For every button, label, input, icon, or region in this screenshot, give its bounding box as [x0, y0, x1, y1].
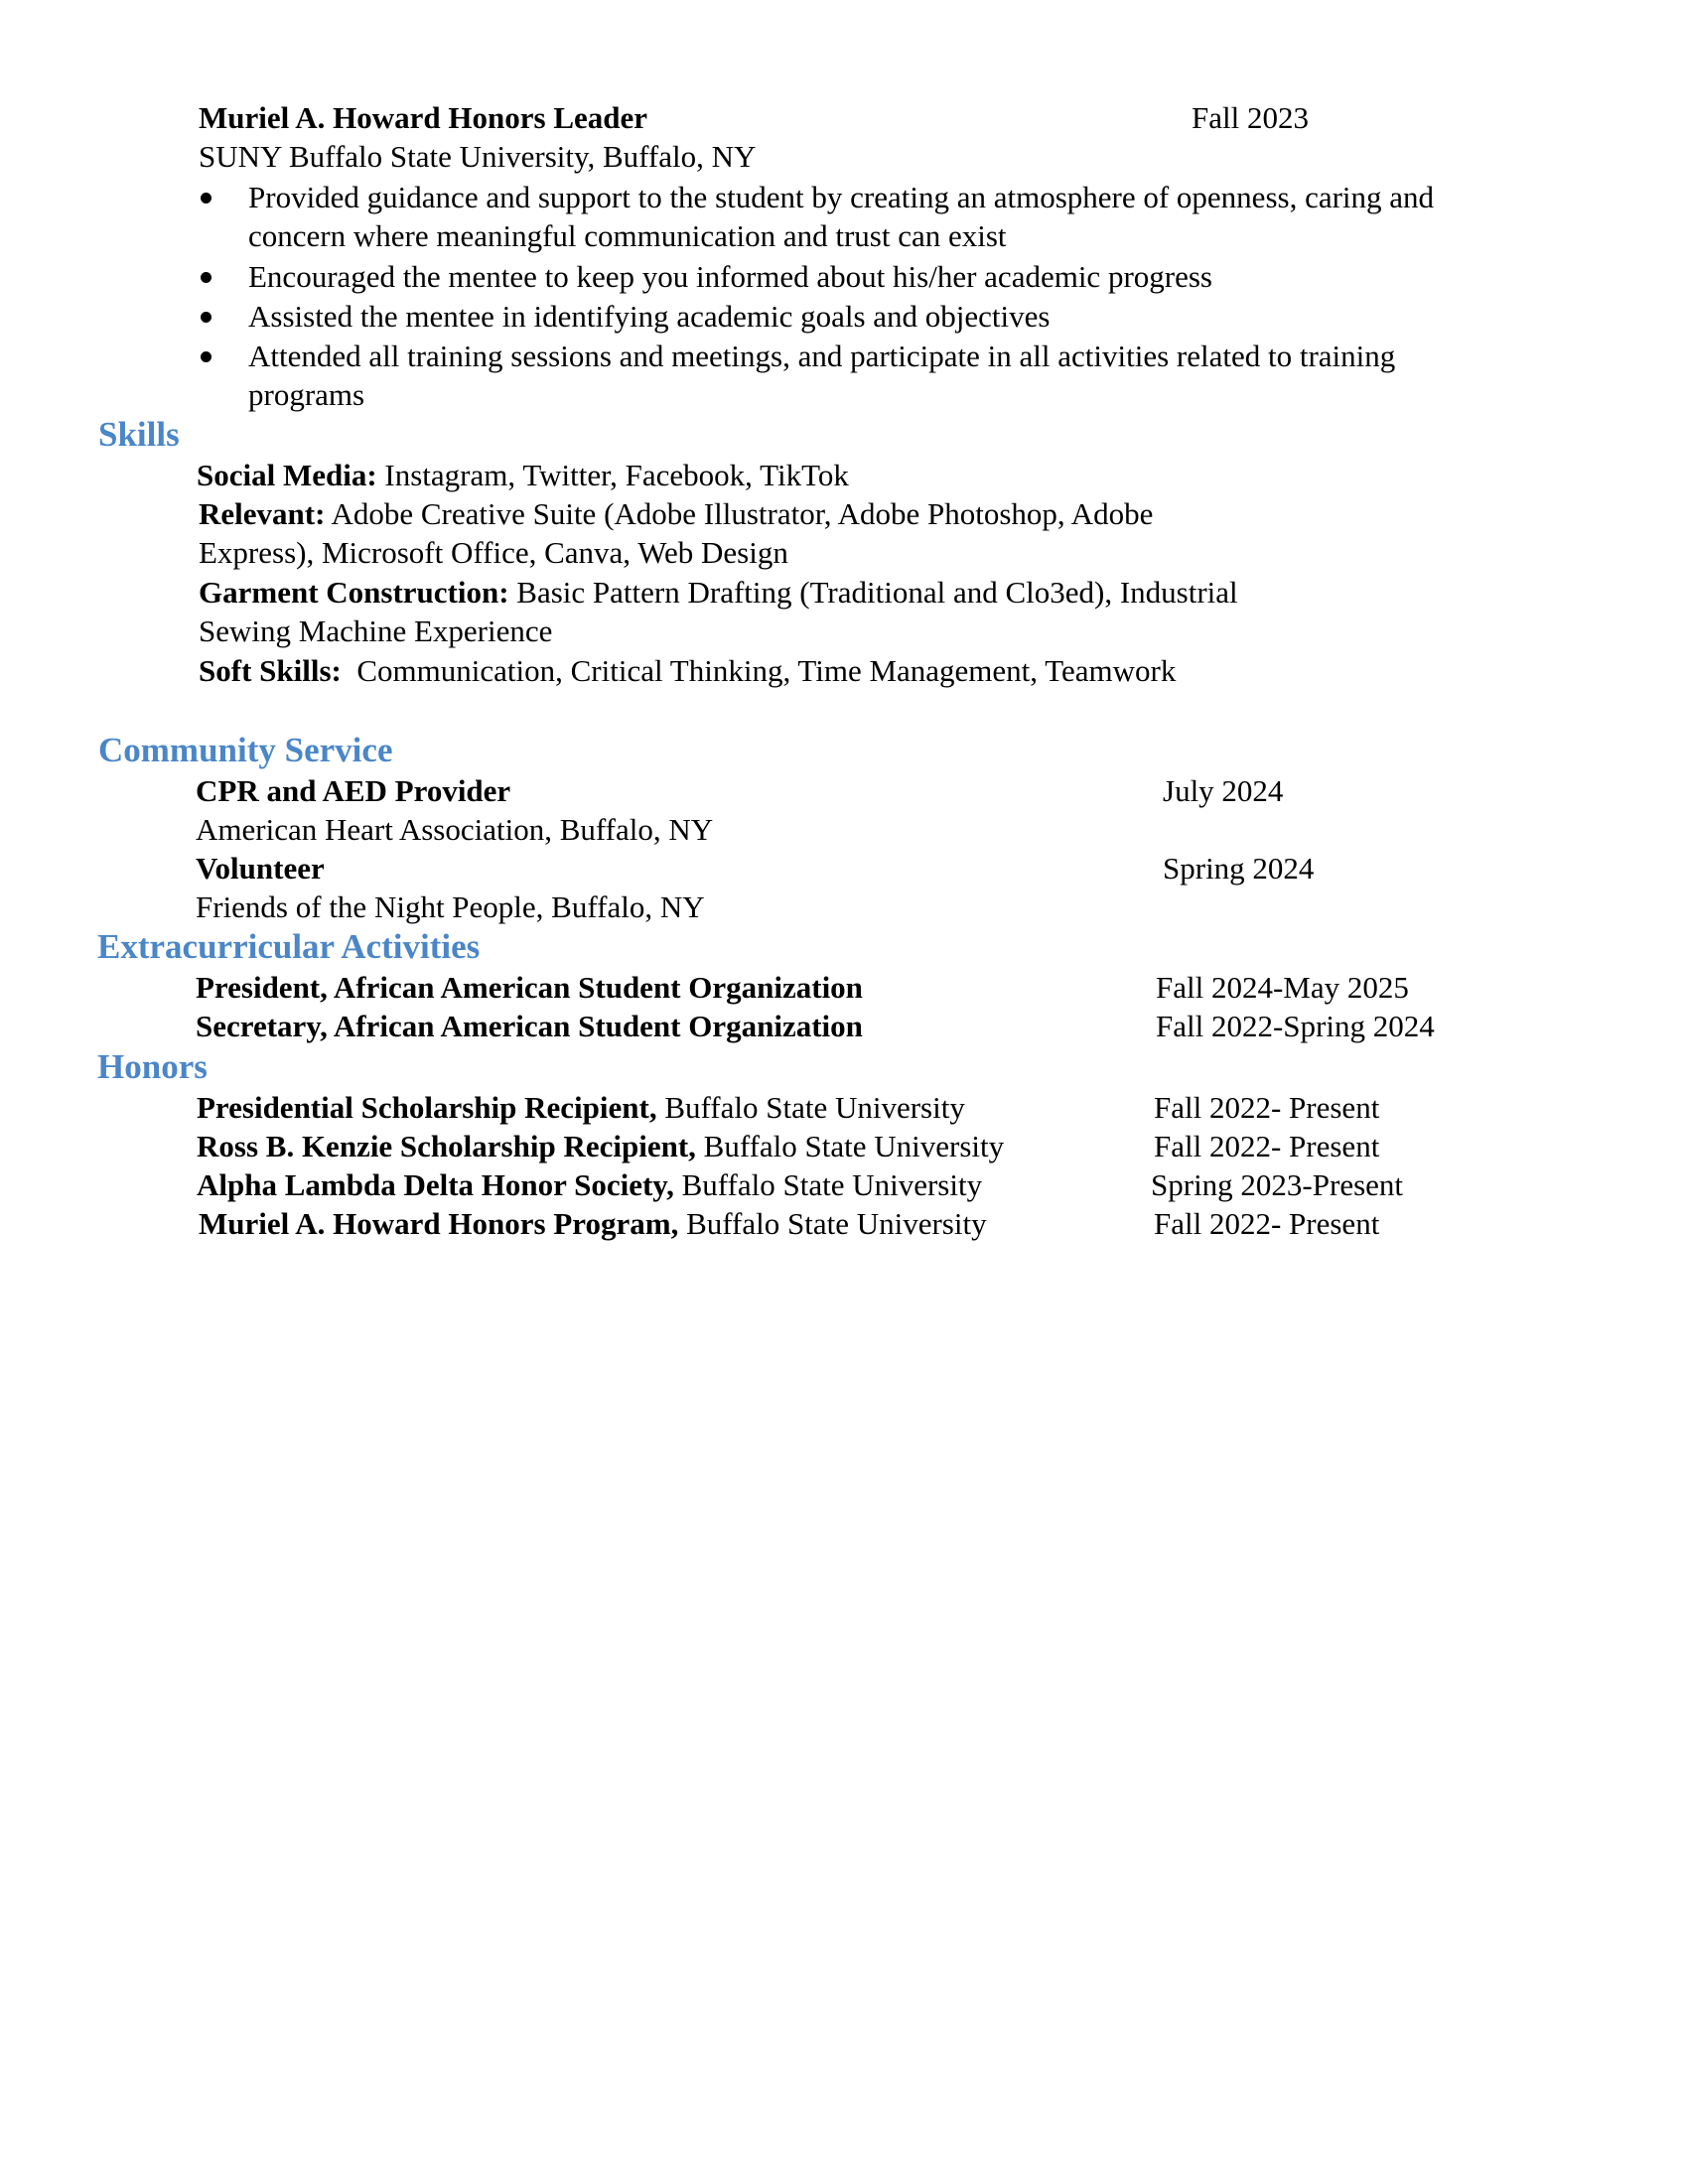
experience-title: Muriel A. Howard Honors Leader	[199, 100, 648, 135]
honor-org: Buffalo State University	[656, 1090, 965, 1125]
skills-garment	[199, 573, 1238, 613]
community-item-date: July 2024	[1163, 773, 1284, 808]
honor-org: Buffalo State University	[695, 1129, 1005, 1163]
bullet-icon	[201, 272, 211, 283]
extracurricular-item-title: President, African American Student Organization	[196, 970, 863, 1005]
community-item-title: Volunteer	[196, 851, 325, 886]
extracurricular-item-date: Fall 2024-May 2025	[1156, 970, 1409, 1005]
skill-value: Adobe Creative Suite (Adobe Illustrator, Adobe Photoshop, Adobe	[325, 496, 1154, 531]
bullet-icon	[201, 351, 211, 362]
extracurricular-item-date: Fall 2022-Spring 2024	[1156, 1009, 1435, 1043]
bullet-icon	[201, 312, 211, 323]
honor-date: Spring 2023-Present	[1151, 1167, 1404, 1202]
extracurricular-heading: Extracurricular Activities	[97, 927, 481, 966]
honor-org: Buffalo State University	[678, 1206, 987, 1241]
community-heading: Community Service	[98, 731, 393, 769]
honor-title: Presidential Scholarship Recipient,	[197, 1090, 657, 1125]
skill-label: Relevant:	[199, 496, 326, 531]
skill-label: Garment Construction:	[199, 575, 509, 610]
honors-item	[199, 1204, 987, 1244]
bullet-line: Attended all training sessions and meetings, and participate in all activities related to training	[248, 339, 1396, 373]
honor-date: Fall 2022- Present	[1154, 1206, 1380, 1241]
bullet-line: programs	[248, 377, 365, 412]
bullet-line: Provided guidance and support to the student by creating an atmosphere of openness, caring and	[248, 180, 1435, 214]
skill-value: Instagram, Twitter, Facebook, TikTok	[376, 458, 849, 492]
experience-org: SUNY Buffalo State University, Buffalo, NY	[199, 139, 757, 174]
skills-social-media	[197, 456, 849, 495]
community-item-org: Friends of the Night People, Buffalo, NY	[196, 889, 705, 924]
bullet-line: Assisted the mentee in identifying academic goals and objectives	[248, 299, 1051, 334]
skills-relevant	[199, 494, 1153, 534]
bullet-icon	[201, 193, 211, 204]
honor-title: Muriel A. Howard Honors Program,	[199, 1206, 679, 1241]
skill-label: Social Media:	[197, 458, 377, 492]
community-item-org: American Heart Association, Buffalo, NY	[196, 812, 714, 847]
honor-title: Alpha Lambda Delta Honor Society,	[197, 1167, 674, 1202]
skills-soft	[199, 651, 1176, 691]
skill-value: Basic Pattern Drafting (Traditional and Clo3ed), Industrial	[508, 575, 1238, 610]
honors-item	[197, 1165, 982, 1205]
extracurricular-item-title: Secretary, African American Student Organization	[196, 1009, 863, 1043]
honor-title: Ross B. Kenzie Scholarship Recipient,	[197, 1129, 696, 1163]
honor-date: Fall 2022- Present	[1154, 1090, 1380, 1125]
bullet-line: concern where meaningful communication and trust can exist	[248, 218, 1007, 253]
community-item-date: Spring 2024	[1163, 851, 1315, 886]
skills-heading: Skills	[98, 415, 180, 454]
skill-label: Soft Skills:	[199, 653, 342, 688]
experience-date: Fall 2023	[1192, 100, 1309, 135]
skills-relevant-cont: Express), Microsoft Office, Canva, Web Design	[199, 535, 788, 570]
skills-garment-cont: Sewing Machine Experience	[199, 614, 553, 648]
community-item-title: CPR and AED Provider	[196, 773, 511, 808]
honors-item	[197, 1088, 965, 1128]
skill-value: Communication, Critical Thinking, Time Management, Teamwork	[341, 653, 1177, 688]
bullet-line: Encouraged the mentee to keep you informed about his/her academic progress	[248, 259, 1212, 294]
honors-heading: Honors	[97, 1047, 208, 1086]
honor-org: Buffalo State University	[673, 1167, 983, 1202]
honors-item	[197, 1127, 1004, 1166]
honor-date: Fall 2022- Present	[1154, 1129, 1380, 1163]
